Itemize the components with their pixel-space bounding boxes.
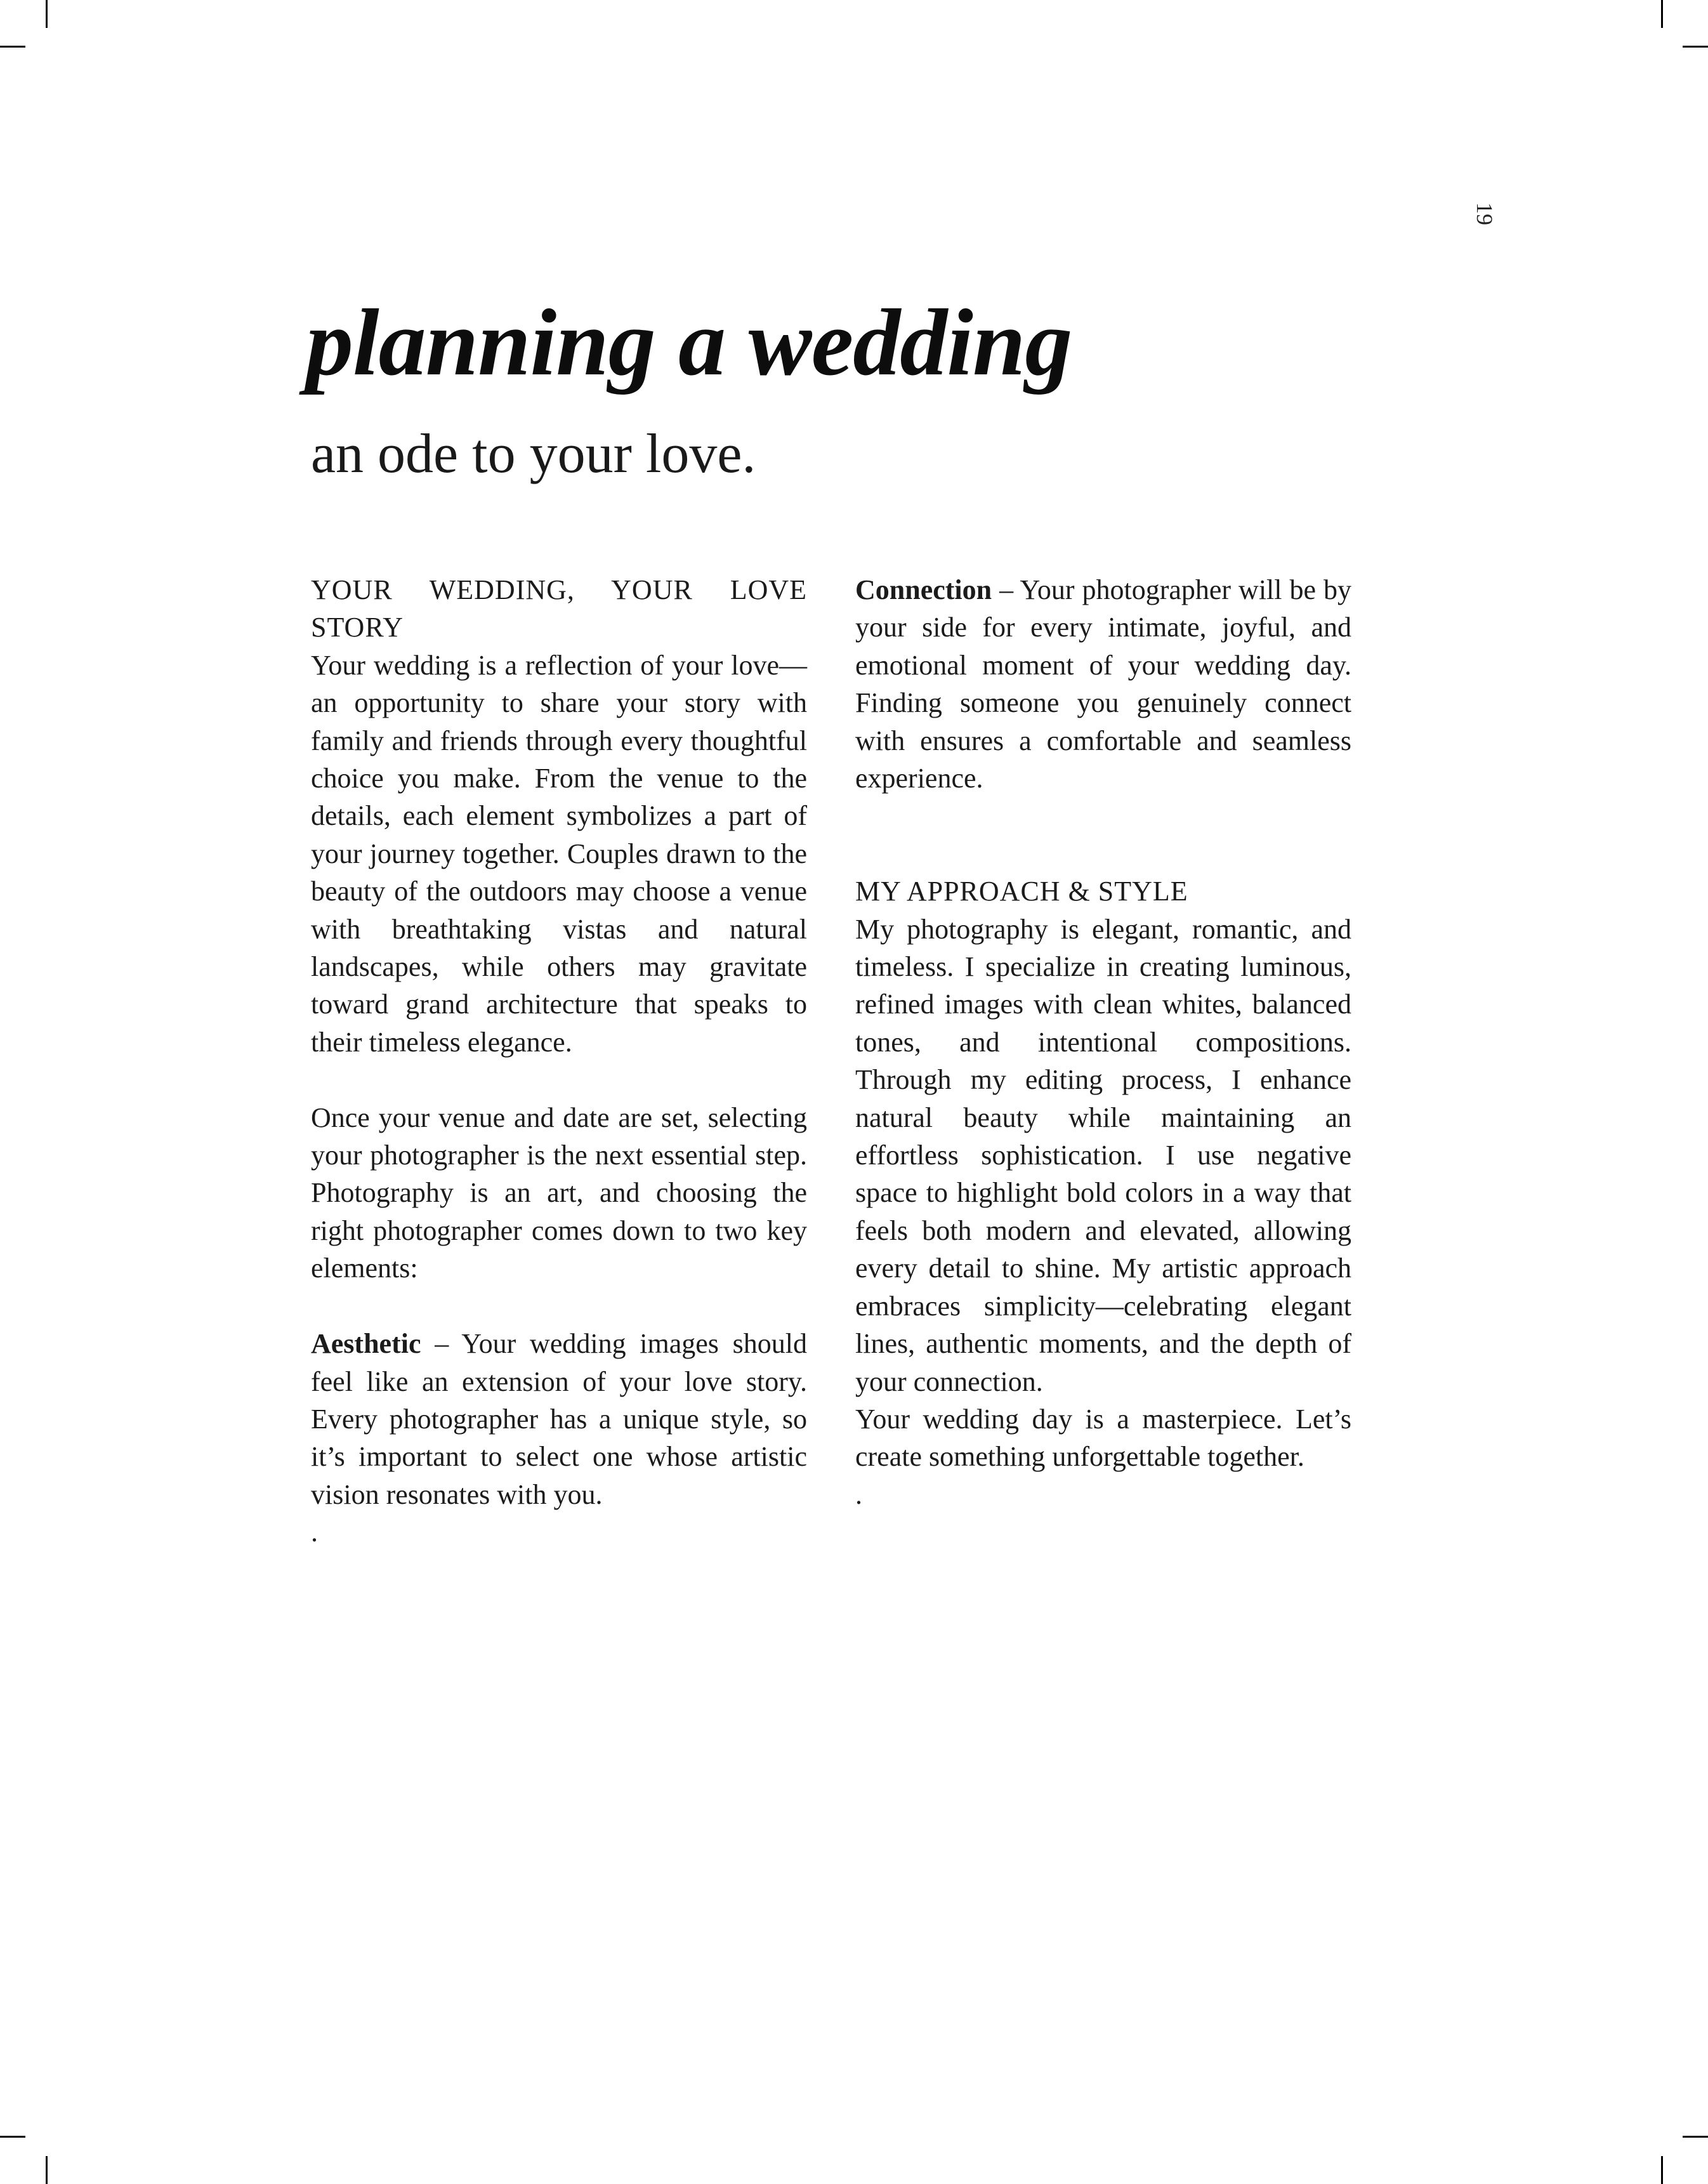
page-number: 19 xyxy=(1472,202,1497,225)
section-heading-love-story: YOUR WEDDING, YOUR LOVE STORY xyxy=(311,574,807,643)
closing-paragraph: Your wedding day is a masterpiece. Let’s create something unforgettable together. xyxy=(855,1403,1351,1473)
crop-mark xyxy=(0,2136,25,2138)
page-title: planning a wedding xyxy=(306,290,1072,395)
photographer-paragraph: Once your venue and date are set, selecting your photographer is the next essential step. Photography is an art, and choosing the right photographer comes down to two key elements: xyxy=(311,1102,807,1284)
crop-mark xyxy=(0,46,25,48)
connection-term: Connection xyxy=(855,574,992,605)
aesthetic-term: Aesthetic xyxy=(311,1328,421,1360)
crop-mark xyxy=(1661,2156,1663,2184)
connection-text: – Your photographer will be by your side for every intimate, joyful, and emotional moment of your wedding day. Finding someone you genuinely connect with ensures a comfortable and seamless experience. xyxy=(855,574,1351,794)
aesthetic-text: – Your wedding images should feel like an extension of your love story. Every photographer has a unique style, so it’s important to select one whose artistic vision resonates with you. xyxy=(311,1328,807,1510)
trailing-dot: . xyxy=(311,1516,318,1548)
approach-paragraph: My photography is elegant, romantic, and timeless. I specialize in creating luminous, refined images with clean whites, balanced tones, and intentional compositions. Through my editing process, I enhance natural beauty while maintaining an effortless sophistication. I use negative space to highlight bold colors in a way that feels both modern and elevated, allowing every detail to shine. My artistic approach embraces simplicity—celebrating elegant lines, authentic moments, and the depth of your connection. xyxy=(855,913,1351,1397)
left-column xyxy=(311,571,807,1551)
section-heading-approach: MY APPROACH & STYLE xyxy=(855,876,1188,907)
right-column xyxy=(855,571,1351,1513)
trailing-dot: . xyxy=(855,1478,862,1510)
connection-paragraph xyxy=(855,571,1351,797)
aesthetic-paragraph xyxy=(311,1325,807,1513)
crop-mark xyxy=(46,2156,48,2184)
crop-mark xyxy=(46,0,48,28)
crop-mark xyxy=(1683,2136,1708,2138)
crop-mark xyxy=(1661,0,1663,28)
crop-mark xyxy=(1683,46,1708,48)
intro-paragraph: Your wedding is a reflection of your love—an opportunity to share your story with family and friends through every thoughtful choice you make. From the venue to the details, each element symbolizes a part of your journey together. Couples drawn to the beauty of the outdoors may choose a venue with breathtaking vistas and natural landscapes, while others may gravitate toward grand architecture that speaks to their timeless elegance. xyxy=(311,649,807,1058)
page-subtitle: an ode to your love. xyxy=(311,423,756,485)
